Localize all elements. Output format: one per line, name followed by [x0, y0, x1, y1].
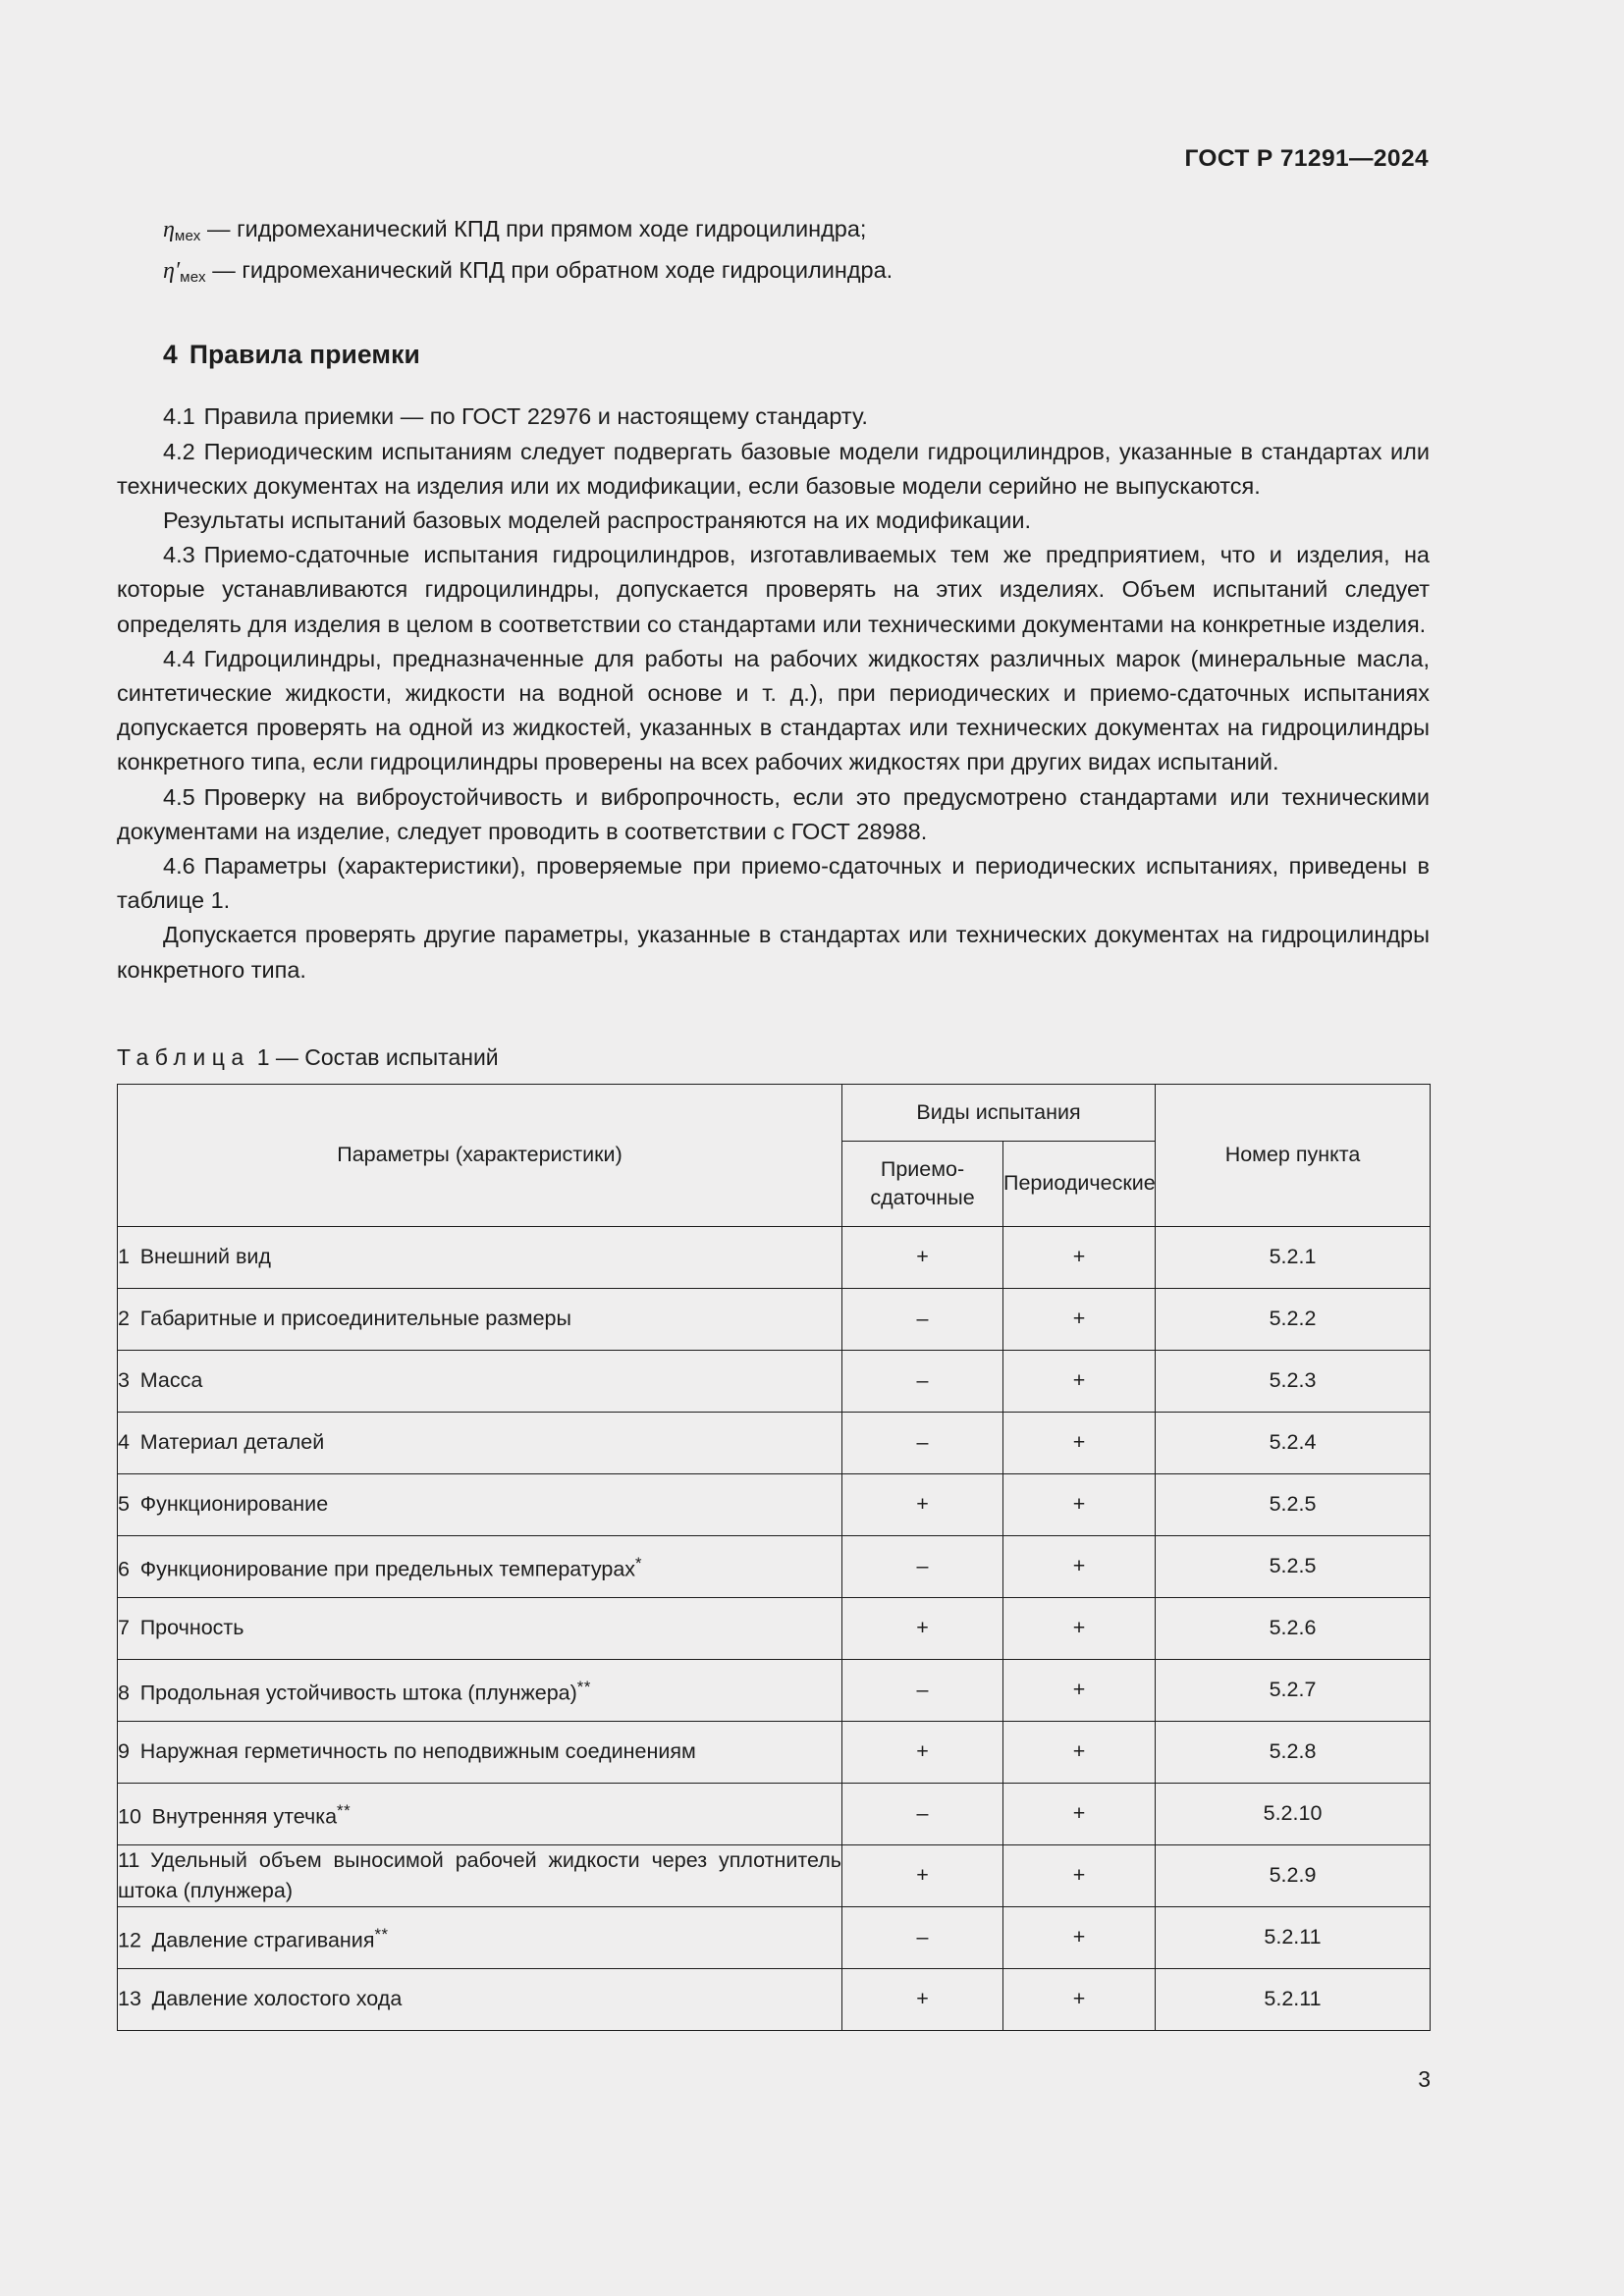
cell-acceptance-mark: – [842, 1783, 1003, 1844]
symbol-definition-item [117, 212, 1430, 253]
cell-clause-reference: 5.2.9 [1156, 1844, 1431, 1906]
table-caption-text: — Состав испытаний [275, 1043, 499, 1070]
section-title-text: Правила приемки [189, 340, 420, 370]
paragraph-number: 4.1 [163, 403, 195, 430]
cell-parameter-name [118, 1597, 842, 1659]
body-paragraph [117, 435, 1430, 504]
cell-periodic-mark: + [1003, 1597, 1156, 1659]
cell-parameter-name [118, 1906, 842, 1968]
cell-periodic-mark: + [1003, 1906, 1156, 1968]
header-acceptance-line-1: Приемо- [880, 1156, 965, 1181]
cell-clause-reference: 5.2.3 [1156, 1350, 1431, 1412]
table-row [118, 1288, 1431, 1350]
cell-periodic-mark: + [1003, 1473, 1156, 1535]
cell-parameter-name [118, 1535, 842, 1597]
cell-row-number: 4 [118, 1430, 140, 1455]
body-paragraph [117, 642, 1430, 780]
table-caption-number: 1 [256, 1043, 270, 1070]
symbol-definition-text: — гидромеханический КПД при прямом ходе гидроцилиндра; [200, 216, 867, 241]
paragraph-text: Гидроцилиндры, предназначенные для работы на рабочих жидкостях различных марок (минеральные масла, синтетические жидкости, жидкости на водной основе и т. д.), при периодических и приемо-сдаточных испытаниях допускается проверять на одной из жидкостей, указанных в стандартах или технических документах на гидроцилиндры конкретного типа, если гидроцилиндры проверены на всех рабочих жидкостях при других видах испытаний. [117, 645, 1430, 775]
cell-periodic-mark: + [1003, 1288, 1156, 1350]
symbol-glyph: $\eta_{мех}$ [163, 217, 201, 245]
paragraph-text: Правила приемки — по ГОСТ 22976 и настоящему стандарту. [203, 403, 868, 430]
cell-acceptance-mark: + [842, 1721, 1003, 1783]
symbol-subscript: мех [180, 269, 206, 287]
cell-periodic-mark: + [1003, 1721, 1156, 1783]
cell-periodic-mark: + [1003, 1783, 1156, 1844]
paragraph-text: Параметры (характеристики), проверяемые при приемо-сдаточных и периодических испытаниях, приведены в таблице 1. [117, 853, 1430, 914]
cell-row-number: 6 [118, 1557, 140, 1581]
body-paragraph [117, 849, 1430, 918]
cell-row-number: 2 [118, 1307, 140, 1331]
section-heading [163, 340, 1430, 370]
body-paragraph [117, 538, 1430, 642]
table-header [118, 1084, 1431, 1226]
paragraph-text: Проверку на виброустойчивость и вибропрочность, если это предусмотрено стандартами или техническими документами на изделие, следует проводить в соответствии с ГОСТ 28988. [117, 783, 1430, 844]
cell-parameter-name [118, 1968, 842, 2030]
table-row [118, 1659, 1431, 1721]
cell-periodic-mark: + [1003, 1659, 1156, 1721]
table-row [118, 1226, 1431, 1288]
table-row [118, 1721, 1431, 1783]
cell-acceptance-mark: – [842, 1412, 1003, 1473]
cell-acceptance-mark: + [842, 1473, 1003, 1535]
cell-parameter-name [118, 1288, 842, 1350]
cell-acceptance-mark: – [842, 1535, 1003, 1597]
body-paragraph [117, 918, 1430, 987]
cell-parameter-text: Давление страгивания [151, 1928, 375, 1952]
header-acceptance-tests [842, 1141, 1003, 1226]
cell-footnote-marker: ** [337, 1801, 352, 1821]
page-content [117, 212, 1430, 2031]
section-number: 4 [163, 340, 178, 370]
cell-acceptance-mark: – [842, 1288, 1003, 1350]
cell-periodic-mark: + [1003, 1968, 1156, 2030]
cell-parameter-text: Давление холостого хода [151, 1987, 403, 2011]
header-acceptance-line-2: сдаточные [870, 1185, 975, 1209]
tests-composition-table [117, 1084, 1431, 2031]
cell-row-number: 7 [118, 1616, 140, 1640]
paragraph-text: Периодическим испытаниям следует подвергать базовые модели гидроцилиндров, указанные в стандартах или технических документах на изделия или их модификации, если базовые модели серийно не выпускаются. [117, 438, 1430, 499]
cell-acceptance-mark: – [842, 1906, 1003, 1968]
cell-clause-reference: 5.2.11 [1156, 1968, 1431, 2030]
symbol-prime: ′ [174, 258, 181, 285]
cell-footnote-marker: ** [374, 1925, 389, 1945]
cell-row-number: 13 [118, 1987, 152, 2011]
table-body [118, 1226, 1431, 2030]
table-row [118, 1412, 1431, 1473]
cell-acceptance-mark: + [842, 1226, 1003, 1288]
cell-parameter-text: Удельный объем выносимой рабочей жидкости через уплотнитель штока (плунжера) [118, 1847, 841, 1902]
symbol-subscript: мех [174, 228, 201, 245]
cell-periodic-mark: + [1003, 1535, 1156, 1597]
cell-clause-reference: 5.2.7 [1156, 1659, 1431, 1721]
symbol-glyph: $\eta'_{мех}$ [163, 258, 206, 287]
cell-parameter-text: Габаритные и присоединительные размеры [139, 1307, 571, 1331]
table-caption [117, 1044, 1430, 1071]
cell-parameter-text: Наружная герметичность по неподвижным соединениям [139, 1739, 696, 1764]
body-paragraph [117, 504, 1430, 538]
running-header-standard-ref: ГОСТ Р 71291—2024 [1184, 145, 1429, 172]
symbol-definition-item [117, 253, 1430, 294]
header-periodic-tests: Периодические [1003, 1141, 1156, 1226]
cell-row-number: 8 [118, 1681, 140, 1705]
paragraph-number: 4.4 [163, 645, 195, 671]
body-paragraph [117, 400, 1430, 434]
table-caption-word: Таблица [117, 1043, 250, 1070]
header-clause-number: Номер пункта [1156, 1084, 1431, 1226]
cell-acceptance-mark: + [842, 1597, 1003, 1659]
header-parameters: Параметры (характеристики) [118, 1084, 842, 1226]
cell-clause-reference: 5.2.6 [1156, 1597, 1431, 1659]
cell-parameter-text: Функционирование при предельных температурах [139, 1557, 636, 1581]
cell-parameter-name [118, 1844, 842, 1906]
cell-row-number: 12 [118, 1928, 152, 1952]
cell-clause-reference: 5.2.5 [1156, 1473, 1431, 1535]
cell-periodic-mark: + [1003, 1844, 1156, 1906]
paragraph-text: Результаты испытаний базовых моделей распространяются на их модификации. [163, 507, 1032, 534]
cell-parameter-name [118, 1350, 842, 1412]
cell-clause-reference: 5.2.10 [1156, 1783, 1431, 1844]
table-row [118, 1597, 1431, 1659]
table-header-row-1 [118, 1084, 1431, 1141]
table-row [118, 1906, 1431, 1968]
cell-parameter-name [118, 1473, 842, 1535]
cell-acceptance-mark: – [842, 1350, 1003, 1412]
cell-acceptance-mark: + [842, 1968, 1003, 2030]
paragraph-text: Допускается проверять другие параметры, указанные в стандартах или технических документах на гидроцилиндры конкретного типа. [117, 922, 1430, 983]
cell-parameter-name [118, 1226, 842, 1288]
paragraph-number: 4.5 [163, 783, 195, 810]
cell-clause-reference: 5.2.4 [1156, 1412, 1431, 1473]
cell-parameter-name [118, 1721, 842, 1783]
cell-acceptance-mark: + [842, 1844, 1003, 1906]
table-row [118, 1783, 1431, 1844]
table-row [118, 1844, 1431, 1906]
cell-row-number: 11 [118, 1847, 151, 1872]
cell-clause-reference: 5.2.5 [1156, 1535, 1431, 1597]
cell-parameter-text: Прочность [139, 1616, 244, 1640]
cell-clause-reference: 5.2.8 [1156, 1721, 1431, 1783]
cell-periodic-mark: + [1003, 1350, 1156, 1412]
paragraph-number: 4.2 [163, 438, 195, 464]
table-row [118, 1350, 1431, 1412]
header-test-types: Виды испытания [842, 1084, 1156, 1141]
paragraph-text: Приемо-сдаточные испытания гидроцилиндров, изготавливаемых тем же предприятием, что и изделия, на которые устанавливаются гидроцилиндры, допускается проверять на этих изделиях. Объем испытаний следует определять для изделия в целом в соответствии со стандартами или техническими документами на конкретные изделия. [117, 542, 1430, 637]
table-row [118, 1473, 1431, 1535]
cell-parameter-text: Продольная устойчивость штока (плунжера) [139, 1681, 577, 1705]
page-number: 3 [1418, 2066, 1431, 2092]
cell-parameter-text: Материал деталей [139, 1430, 325, 1455]
cell-clause-reference: 5.2.2 [1156, 1288, 1431, 1350]
cell-row-number: 10 [118, 1804, 152, 1829]
cell-acceptance-mark: – [842, 1659, 1003, 1721]
cell-row-number: 5 [118, 1492, 140, 1517]
symbol-definition-text: — гидромеханический КПД при обратном ходе гидроцилиндра. [205, 257, 893, 284]
body-paragraph [117, 780, 1430, 849]
symbol-definition-list [117, 212, 1430, 294]
cell-footnote-marker: ** [576, 1678, 591, 1697]
cell-parameter-name [118, 1412, 842, 1473]
paragraph-number: 4.3 [163, 542, 195, 568]
paragraph-number: 4.6 [163, 853, 195, 880]
cell-row-number: 1 [118, 1245, 140, 1269]
cell-parameter-text: Функционирование [139, 1492, 329, 1517]
cell-parameter-text: Внешний вид [139, 1245, 271, 1269]
cell-footnote-marker: * [635, 1554, 643, 1574]
cell-parameter-text: Внутренняя утечка [151, 1804, 338, 1829]
table-row [118, 1535, 1431, 1597]
cell-row-number: 3 [118, 1368, 140, 1393]
table-row [118, 1968, 1431, 2030]
cell-periodic-mark: + [1003, 1226, 1156, 1288]
cell-parameter-name [118, 1783, 842, 1844]
cell-parameter-name [118, 1659, 842, 1721]
cell-periodic-mark: + [1003, 1412, 1156, 1473]
cell-parameter-text: Масса [139, 1368, 203, 1393]
paragraph-list [117, 400, 1430, 987]
cell-row-number: 9 [118, 1739, 140, 1764]
cell-clause-reference: 5.2.1 [1156, 1226, 1431, 1288]
cell-clause-reference: 5.2.11 [1156, 1906, 1431, 1968]
